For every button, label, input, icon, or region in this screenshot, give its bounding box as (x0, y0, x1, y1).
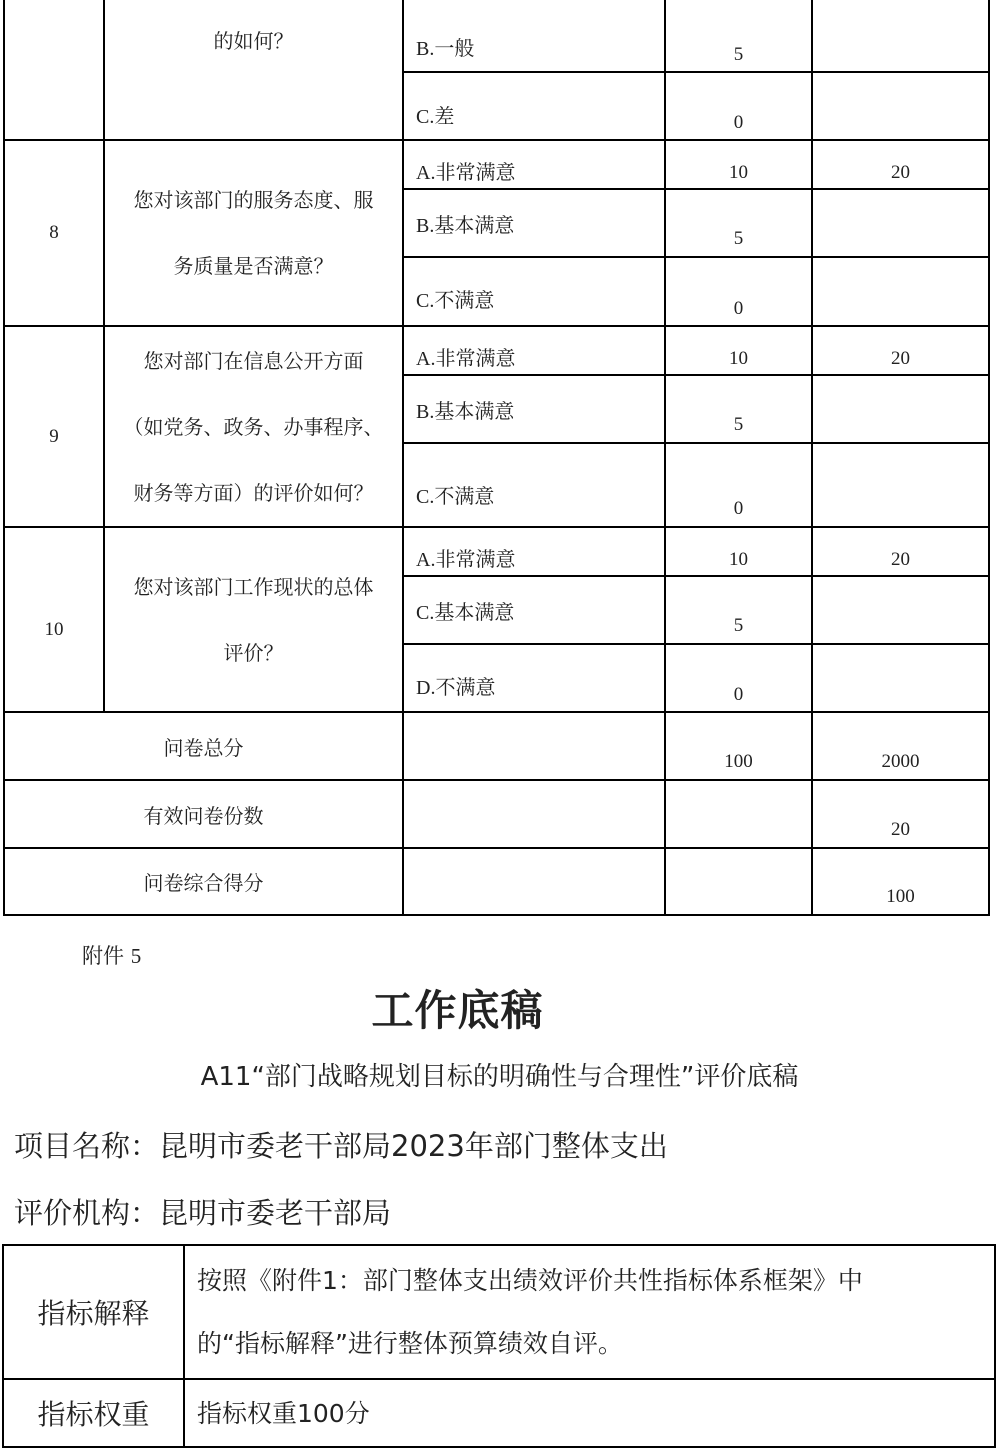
q10-text-line: 评价？ (223, 640, 284, 665)
page-title: 工作底稿 (371, 986, 544, 1035)
project-value: 昆明市委老干部局2023年部门整体支出 (159, 1129, 668, 1163)
q7-option-c: C.差 (416, 105, 455, 128)
q10-option-a-score: 10 (729, 549, 748, 570)
q9-total: 20 (891, 348, 910, 369)
q9-text-line: （如党务、政务、办事程序、 (123, 414, 384, 439)
q10-text-line: 您对该部门工作现状的总体 (133, 574, 374, 599)
q9-option-b: B.基本满意 (416, 400, 515, 423)
attachment-text: 附件 (82, 944, 124, 968)
indicator-weight-text: 指标权重100分 (197, 1398, 370, 1428)
explanation-line: 按照《附件1：部门整体支出绩效评价共性指标体系框架》中 (197, 1266, 863, 1295)
project-label: 项目名称： (14, 1129, 160, 1163)
q8-option-b-score: 5 (733, 228, 744, 249)
indicator-weight-label: 指标权重 (37, 1398, 150, 1431)
agency-value: 昆明市委老干部局 (159, 1196, 392, 1230)
q10-text (105, 528, 402, 711)
indicator-explanation-text (185, 1246, 994, 1378)
q9-option-a-score: 10 (729, 348, 748, 369)
q10-option-c-score: 5 (733, 615, 744, 636)
q8-total: 20 (891, 162, 910, 183)
q8-option-a-score: 10 (729, 162, 748, 183)
indicator-explanation-label: 指标解释 (37, 1297, 150, 1330)
subtitle: A11“部门战略规划目标的明确性与合理性”评价底稿 (200, 1062, 799, 1092)
summary-total-sum: 2000 (881, 751, 920, 772)
q9-option-a: A.非常满意 (416, 347, 516, 370)
q10-option-d: D.不满意 (416, 676, 496, 699)
project-name (14, 1124, 668, 1165)
q10-option-c: C.基本满意 (416, 601, 515, 624)
summary-total-score: 100 (724, 751, 753, 772)
q7-option-c-score: 0 (733, 112, 744, 133)
q8-option-c-score: 0 (733, 298, 744, 319)
q8-option-c: C.不满意 (416, 289, 495, 312)
q7-text: 的如何？ (213, 29, 294, 53)
attachment-number: 5 (130, 944, 142, 968)
summary-valid-count: 20 (891, 819, 910, 840)
explanation-line: 的“指标解释”进行整体预算绩效自评。 (197, 1329, 623, 1358)
attachment-label (82, 940, 141, 970)
q9-option-c-score: 0 (733, 498, 744, 519)
q8-text-line: 务质量是否满意？ (173, 254, 334, 278)
q9-text (105, 327, 402, 526)
q8-option-a: A.非常满意 (416, 161, 516, 184)
q9-option-c: C.不满意 (416, 485, 495, 508)
q7-option-b: B.一般 (416, 37, 475, 60)
q8-number: 8 (49, 222, 59, 243)
summary-score-value: 100 (886, 886, 915, 907)
q8-option-b: B.基本满意 (416, 214, 515, 237)
q8-text-line: 您对该部门的服务态度、服 (133, 188, 374, 212)
q7-option-b-score: 5 (733, 44, 744, 65)
summary-total-label: 问卷总分 (163, 735, 244, 760)
agency-label: 评价机构： (14, 1196, 160, 1230)
q10-option-d-score: 0 (733, 684, 744, 705)
q9-option-b-score: 5 (733, 414, 744, 435)
summary-score-label: 问卷综合得分 (143, 871, 264, 895)
evaluation-agency (14, 1191, 391, 1232)
q10-option-a: A.非常满意 (416, 548, 516, 571)
q10-number: 10 (44, 618, 64, 640)
q9-text-line: 财务等方面）的评价如何？ (133, 480, 374, 505)
q10-total: 20 (891, 549, 910, 570)
q8-text (105, 141, 402, 325)
q9-number: 9 (49, 425, 59, 447)
q9-text-line: 您对部门在信息公开方面 (143, 348, 364, 373)
summary-valid-label: 有效问卷份数 (143, 803, 264, 828)
indicator-table (0, 1240, 999, 1450)
